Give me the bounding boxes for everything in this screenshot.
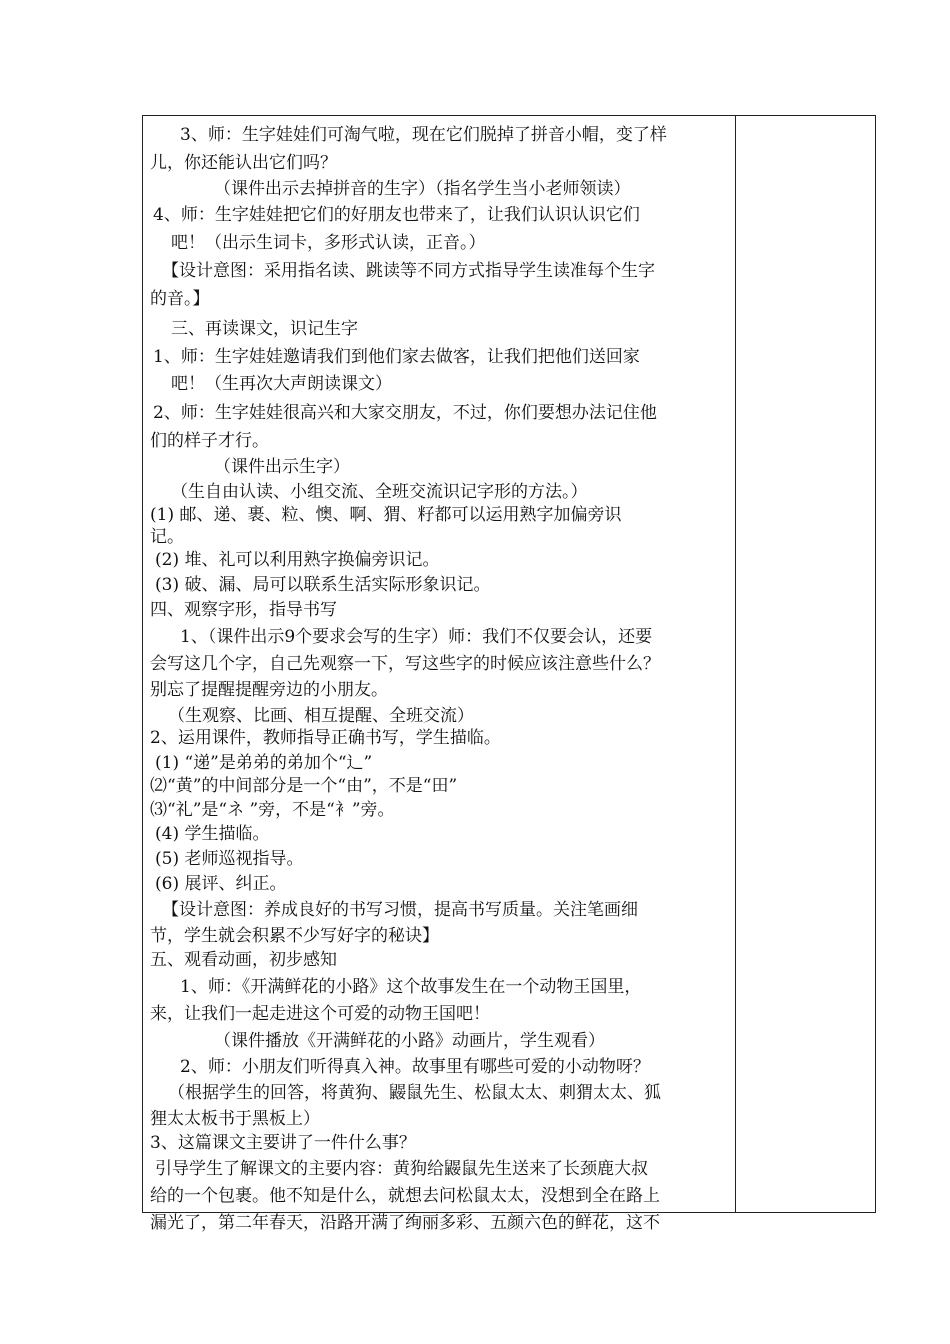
text-line: ⑶“礼”是“ネ ”旁，不是“衤”旁。 [150,800,395,820]
text-line: 3、这篇课文主要讲了一件什么事？ [150,1133,416,1153]
section-heading: 五、观看动画，初步感知 [150,950,337,970]
text-line: 记。 [150,527,184,547]
text-line: (1) “递”是弟弟的弟加个“辶” [155,753,373,773]
text-line: 引导学生了解课文的主要内容：黄狗给鼹鼠先生送来了长颈鹿大叔 [155,1159,648,1179]
text-line: 【设计意图：养成良好的书写习惯，提高书写质量。关注笔画细 [162,900,638,920]
text-line: 的音。】 [150,289,210,309]
text-line: 别忘了提醒提醒旁边的小朋友。 [150,680,388,700]
text-line: 1、师：《开满鲜花的小路》这个故事发生在一个动物王国里， [180,977,642,997]
lesson-plan-table [142,115,876,1233]
column-divider [735,116,736,1212]
text-line: (1) 邮、递、裹、粒、懊、啊、猬、籽都可以运用熟字加偏旁识 [150,505,622,525]
text-line: 狸太太板书于黑板上） [150,1109,320,1129]
text-line: 会写这几个字，自己先观察一下，写这些字的时候应该注意些什么？ [150,654,660,674]
text-line: （生自由认读、小组交流、全班交流识记字形的方法。） [171,482,588,502]
text-line: （生观察、比画、相互提醒、全班交流） [168,706,474,726]
text-line: 节，学生就会积累不少写好字的秘诀】 [150,926,439,946]
text-line: 2、师：小朋友们听得真入神。故事里有哪些可爱的小动物呀？ [180,1057,650,1077]
text-line: (5) 老师巡视指导。 [155,849,304,869]
text-line: 4、师：生字娃娃把它们的好朋友也带来了，让我们认识认识它们 [153,205,640,225]
text-line: 们的样子才行。 [150,431,269,451]
text-line: 2、师：生字娃娃很高兴和大家交朋友，不过，你们要想办法记住他 [153,403,657,423]
text-line: 2、运用课件，教师指导正确书写，学生描临。 [150,728,501,748]
text-line: 吧！（出示生词卡，多形式认读，正音。） [171,233,486,253]
lesson-content-cell [143,116,735,1233]
text-line: (4) 学生描临。 [155,824,270,844]
text-line: 1、（课件出示9个要求会写的生字）师：我们不仅要会认，还要 [180,627,653,647]
text-line: (6) 展评、纠正。 [155,874,287,894]
text-line: （课件出示生字） [214,457,350,477]
text-line: 3、师：生字娃娃们可淘气啦，现在它们脱掉了拼音小帽，变了样 [180,125,667,145]
text-line: 漏光了，第二年春天，沿路开满了绚丽多彩、五颜六色的鲜花，这不 [150,1213,660,1233]
text-line: 【设计意图：采用指名读、跳读等不同方式指导学生读准每个生字 [162,261,655,281]
text-line: （课件出示去掉拼音的生字）（指名学生当小老师领读） [214,179,631,199]
text-line: 来，让我们一起走进这个可爱的动物王国吧！ [150,1004,490,1024]
text-line: (2) 堆、礼可以利用熟字换偏旁识记。 [155,550,440,570]
section-heading: 三、再读课文，识记生字 [171,319,358,339]
text-line: （根据学生的回答，将黄狗、鼹鼠先生、松鼠太太、刺猬太太、狐 [168,1083,661,1103]
section-heading: 四、观察字形，指导书写 [150,600,337,620]
text-line: 吧！（生再次大声朗读课文） [171,374,392,394]
text-line: (3) 破、漏、局可以联系生活实际形象识记。 [155,575,491,595]
text-line: 给的一个包裹。他不知是什么，就想去问松鼠太太，没想到全在路上 [150,1186,660,1206]
text-line: 儿，你还能认出它们吗？ [150,153,337,173]
text-line: （课件播放《开满鲜花的小路》动画片，学生观看） [214,1031,605,1051]
text-line: 1、师：生字娃娃邀请我们到他们家去做客，让我们把他们送回家 [153,347,640,367]
text-line: ⑵“黄”的中间部分是一个“由”，不是“田” [150,776,458,796]
